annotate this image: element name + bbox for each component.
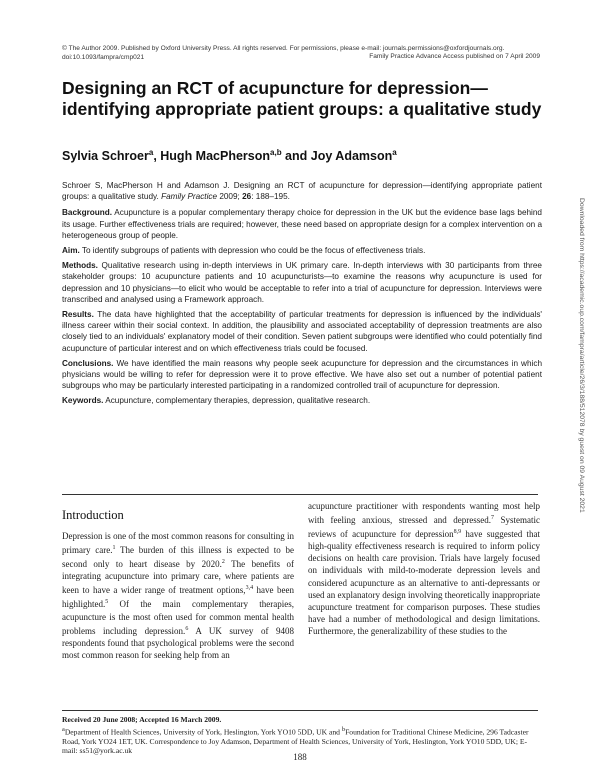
abstract-background <box>62 207 542 241</box>
abstract-text: The data have highlighted that the acceptability of particular treatments for depression is influenced by the individuals' illness career within their social context. In addition, the plausibility and associated acceptability of depression treatments are also closely tied to an individuals' explanatory model of their condition. Seven patient subgroups were identified who could potentially find acupuncture of particular interest and on which effectiveness trials could be focused. <box>62 310 542 353</box>
reference-mark: 6 <box>185 625 189 632</box>
text-run: have suggested that high-quality effectiveness research is required to inform policy decisions on health care provision. Trials have largely focused on individuals with mild-to-moderate depression levels and considered acupuncture as an alternative to anti-depressants or used an explanatory design involving theoretically inappropriate acupuncture treatment for comparison purposes. These studies have had a number of methodological and design limitations. Furthermore, the generalizability of these studies to the <box>308 529 541 636</box>
abstract-methods <box>62 260 542 305</box>
text-run: Systematic reviews of acupuncture for depression <box>308 515 540 540</box>
abstract-keywords <box>62 395 542 406</box>
text-run: The benefits of integrating acupuncture into primary care, where patients are keen to have a wider range of treatment options, <box>62 559 294 596</box>
abstract-text: Qualitative research using in-depth interviews in UK primary care. In-depth interviews with 30 participants from three stakeholder groups: 10 acupuncture patients and 10 acupuncturists—to examine the reasons why acupuncture is used for depression and 10 physicians—to elicit who would be acceptable to refer into a trial of acupuncture for depression. Interviews were transcribed and analysed using a Framework approach. <box>62 261 542 304</box>
doi: doi:10.1093/fampra/cmp021 <box>62 54 145 61</box>
abstract-text: Acupuncture is a popular complementary therapy choice for depression in the UK but the evidence base lags behind its usage. Further effectiveness trials are required; however, these need based on appropriate design for a complex intervention on a heterogeneous group of people. <box>62 208 543 240</box>
received-dates: Received 20 June 2008; Accepted 16 March 2009. <box>62 715 222 724</box>
intro-paragraph <box>308 500 540 637</box>
intro-right-column <box>308 500 540 637</box>
affiliation-mark: a <box>62 725 65 733</box>
text-run: have been highlighted. <box>62 585 295 610</box>
intro-paragraph <box>62 530 294 661</box>
introduction-heading: Introduction <box>62 508 124 522</box>
author-name: Joy Adamson <box>310 149 393 164</box>
abstract-label: Aim. <box>62 246 80 256</box>
copyright-line: © The Author 2009. Published by Oxford University Press. All rights reserved. For permissions, please e-mail: journals.permissions@oxfordjournals.org. <box>62 45 505 52</box>
author-separator: and <box>281 149 311 164</box>
reference-mark: 5 <box>105 599 109 606</box>
citation-year: 2009; <box>219 192 240 202</box>
citation-pages: : 188–195. <box>251 192 290 202</box>
intro-left-column <box>62 530 294 661</box>
footnote <box>62 715 540 756</box>
reference-mark: 1 <box>112 545 116 552</box>
text-run: Depression is one of the most common reasons for consulting in primary care. <box>62 531 294 556</box>
reference-mark: 7 <box>491 515 494 522</box>
abstract-text: We have identified the main reasons why people seek acupuncture for depression and the circumstances in which physicians would be willing to refer for depression were it to prove effective. We have also set out a number of potential patient subgroups who may be particularly interested participating in a randomized controlled trail of acupuncture for depression. <box>62 358 542 391</box>
affiliation-text: Foundation for Traditional Chinese Medicine, 296 Tadcaster Road, York YO24 1ET, UK. Correspondence to Joy Adamson, Department of Health Sciences, University of York, Heslington, York YO10 5DD, UK; E-mail: ss51@york.ac.uk <box>62 727 529 756</box>
citation <box>62 180 542 202</box>
abstract-label: Keywords. <box>62 396 104 406</box>
abstract-text: Acupuncture, complementary therapies, depression, qualitative research. <box>105 396 371 406</box>
author-affiliation-mark: a,b <box>270 148 282 157</box>
citation-journal: Family Practice <box>161 192 218 202</box>
author-affiliation-mark: a <box>148 148 154 157</box>
citation-text: Schroer S, MacPherson H and Adamson J. Designing an RCT of acupuncture for depression—identifying appropriate patient groups: a qualitative study. <box>62 181 542 202</box>
download-watermark: Downloaded from https://academic.oup.com/fampra/article/26/3/188/512078 by guest on 09 August 2021 <box>578 198 585 513</box>
abstract-aim <box>62 245 542 256</box>
author-separator: , <box>153 149 161 164</box>
abstract-label: Background. <box>62 208 113 218</box>
abstract-label: Conclusions. <box>62 358 114 368</box>
citation-volume: 26 <box>242 192 252 202</box>
abstract-results <box>62 309 542 354</box>
article-title: Designing an RCT of acupuncture for depression—identifying appropriate patient groups: a qualitative study <box>62 78 542 119</box>
text-run: The burden of this illness is expected to be second only to heart disease by 2020. <box>62 545 294 570</box>
author-name: Hugh MacPherson <box>160 149 271 164</box>
text-run: Of the main complementary therapies, acupuncture is the most often used for common mental health problems including depression. <box>62 599 294 636</box>
reference-mark: 8,9 <box>453 529 462 536</box>
advance-access-note: Family Practice Advance Access published on 7 April 2009 <box>369 53 540 60</box>
text-run: A UK survey of 9408 respondents found that psychological problems were the second most common reason for seeking help from an <box>62 625 294 660</box>
author-name: Sylvia Schroer <box>62 149 149 164</box>
abstract-conclusions <box>62 358 542 392</box>
abstract-label: Results. <box>62 310 94 320</box>
affiliation-mark: b <box>341 725 346 733</box>
reference-mark: 3,4 <box>245 585 254 592</box>
footnote-divider <box>62 710 538 711</box>
section-divider <box>62 494 538 495</box>
author-affiliation-mark: a <box>392 148 397 157</box>
author-list <box>62 148 397 163</box>
abstract-text: To identify subgroups of patients with depression who could be the focus of effectiveness trials. <box>81 246 426 256</box>
text-run: acupuncture practitioner with respondents wanting most help with feeling anxious, stressed and depressed. <box>308 501 540 526</box>
page-number: 188 <box>293 752 307 762</box>
affiliation-text: Department of Health Sciences, University of York, Heslington, York YO10 5DD, UK and <box>64 727 342 737</box>
reference-mark: 2 <box>221 559 225 566</box>
abstract-label: Methods. <box>62 261 98 271</box>
abstract <box>62 180 542 411</box>
